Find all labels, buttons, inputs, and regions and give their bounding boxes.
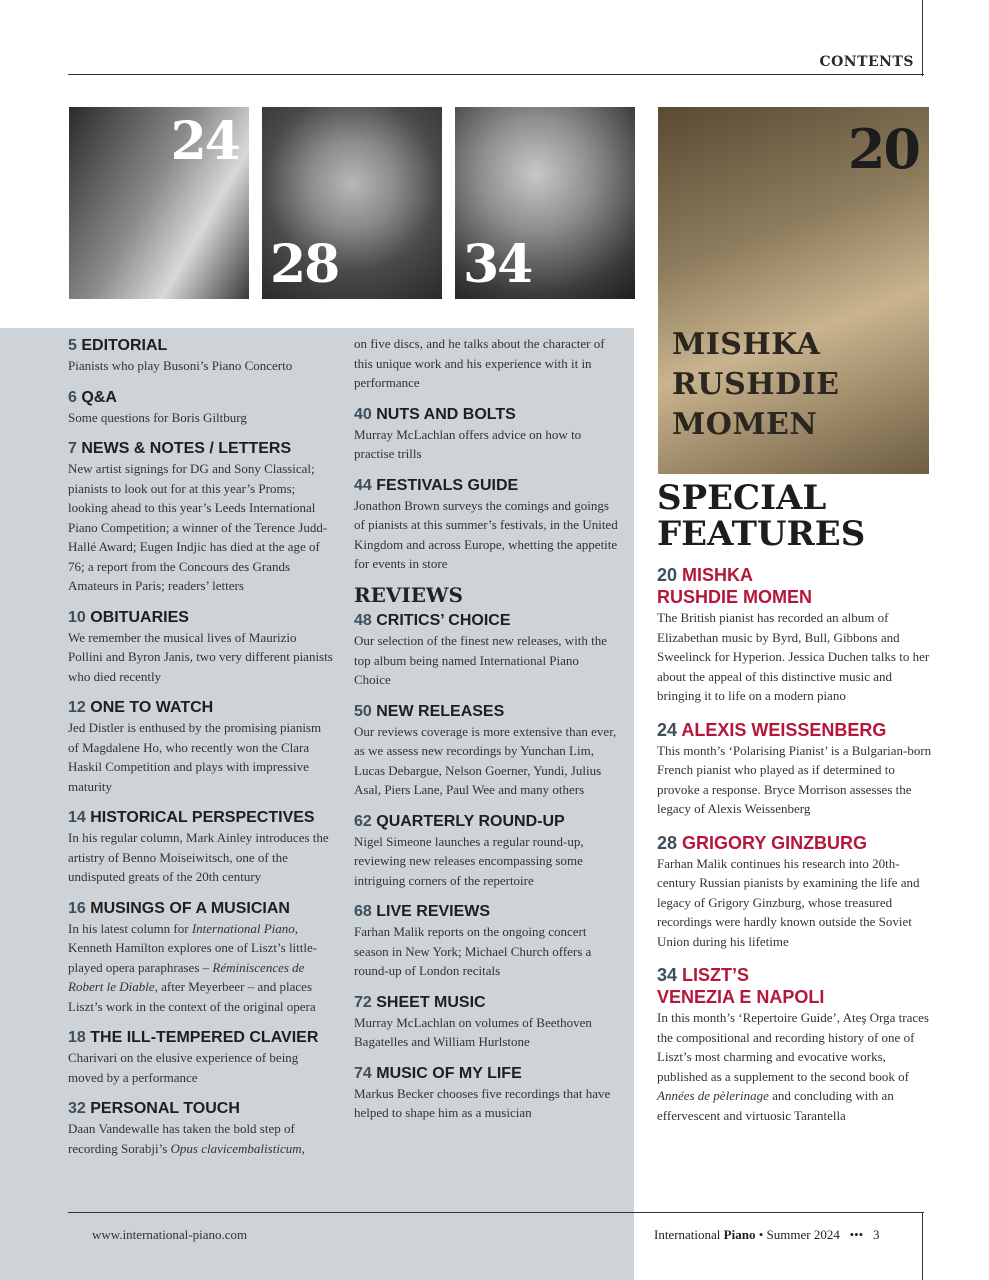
- entry-title: [354, 1064, 618, 1084]
- entry-description: [657, 1008, 937, 1125]
- contents-entry[interactable]: [657, 564, 937, 706]
- entry-title-text: ONE TO WATCH: [90, 699, 214, 716]
- entry-title: [354, 702, 618, 722]
- description-text: We remember the musical lives of Maurizio Pollini and Byron Janis, two very different pianists who died recently: [68, 629, 333, 684]
- entry-page-number: 48: [354, 612, 372, 629]
- header-rule: [68, 74, 924, 75]
- header-rule-vertical: [922, 0, 923, 76]
- entry-title-text: GRIGORY GINZBURG: [682, 832, 868, 853]
- entry-title: [354, 993, 618, 1013]
- entry-description: [354, 631, 618, 690]
- entry-title: [68, 608, 334, 628]
- entry-title: [354, 902, 618, 922]
- photo-page-number: 28: [270, 234, 339, 295]
- description-text: , Kenneth Hamilton explores one of Liszt’s little-played opera paraphrases –: [68, 920, 318, 975]
- description-text: New artist signings for DG and Sony Classical; pianists to look out for at this year’s Proms; looking ahead to this year’s Leeds International Piano Competition; a winner of the Terence Judd-Hallé Award; Eugen Indjic has died at the age of 76; a report from the Concours des Grands Amateurs in Paris; readers’ letters: [68, 461, 328, 593]
- contents-entry[interactable]: [68, 1099, 334, 1158]
- contents-entry[interactable]: [68, 439, 334, 596]
- description-text: Our reviews coverage is more extensive than ever, as we assess new recordings by Yunchan Lim, Lucas Debargue, Nelson Goerner, Yundi, Julius Asal, Piers Lane, Paul Wee and many others: [354, 723, 617, 797]
- entry-title: [657, 964, 937, 1008]
- description-text: Markus Becker chooses five recordings that have helped to shape him as a musician: [354, 1085, 611, 1120]
- description-text: Opus clavicembalisticum: [170, 1140, 302, 1156]
- website-link[interactable]: www.international-piano.com: [92, 1227, 248, 1242]
- entry-title-text: EDITORIAL: [81, 337, 168, 354]
- contents-entry[interactable]: [68, 698, 334, 796]
- contents-entry[interactable]: [68, 388, 334, 428]
- description-text: Farhan Malik reports on the ongoing concert season in New York; Michael Church offers a round-up of London recitals: [354, 924, 592, 978]
- entry-title: [68, 808, 334, 828]
- contents-middle-column: [354, 334, 618, 1135]
- description-text: The British pianist has recorded an album of Elizabethan music by Byrd, Bull, Gibbons and Sweelinck for Hyperion. Jessica Duchen talks to her about the appeal of this distinctive music and bringing it to life on a modern piano: [657, 610, 930, 703]
- entry-page-number: 5: [68, 337, 77, 354]
- contents-entry[interactable]: [657, 964, 937, 1125]
- entry-title-text: QUARTERLY ROUND-UP: [376, 812, 565, 830]
- feature-name-line: MOMEN: [672, 407, 818, 442]
- entry-title-text: SHEET MUSIC: [376, 993, 486, 1011]
- cover-feature-photo[interactable]: [658, 107, 929, 474]
- entry-description: [68, 1119, 334, 1158]
- section-label: CONTENTS: [819, 54, 914, 70]
- entry-title-text: VENEZIA E NAPOLI: [657, 987, 825, 1007]
- entry-description: [68, 408, 334, 428]
- entry-title: [68, 336, 334, 356]
- description-text: and concluding with an effervescent and virtuosic Tarantella: [657, 1088, 894, 1123]
- description-text: In his regular column, Mark Ainley introduces the artistry of Benno Moiseiwitsch, one of the undisputed greats of the 20th century: [68, 830, 329, 884]
- entry-page-number: 12: [68, 699, 86, 716]
- contents-entry[interactable]: [354, 702, 618, 800]
- entry-page-number: 14: [68, 809, 86, 826]
- feature-name-line: RUSHDIE: [672, 367, 840, 402]
- description-text: This month’s ‘Polarising Pianist’ is a Bulgarian-born French pianist who played as if determined to provoke a response. Bryce Morrison assesses the legacy of Alexis Weissenberg: [657, 742, 932, 816]
- special-features-column: [657, 480, 937, 1138]
- entry-page-number: 10: [68, 608, 86, 626]
- contents-entry[interactable]: [354, 405, 618, 464]
- entry-title: [68, 388, 334, 408]
- footer-rule: [68, 1212, 924, 1213]
- feature-page-number: 20: [847, 117, 919, 181]
- middle-entries-group: [354, 405, 618, 574]
- photo-24[interactable]: [69, 107, 249, 299]
- entry-title-text: THE ILL-TEMPERED CLAVIER: [90, 1029, 319, 1046]
- entry-title-text: RUSHDIE MOMEN: [657, 587, 813, 607]
- entry-title-text: MUSIC OF MY LIFE: [376, 1064, 522, 1082]
- entry-page-number: 32: [68, 1100, 86, 1117]
- entry-description: [657, 608, 937, 706]
- entry-page-number: 16: [68, 899, 86, 917]
- entry-title: [68, 1028, 334, 1048]
- entry-title: [354, 611, 618, 631]
- description-text: Charivari on the elusive experience of being moved by a performance: [68, 1050, 299, 1085]
- entry-description: [354, 922, 618, 981]
- entry-title: [354, 476, 618, 496]
- contents-entry[interactable]: [354, 812, 618, 891]
- entry-description: [68, 459, 334, 596]
- contents-entry[interactable]: [354, 476, 618, 574]
- issue-date: • Summer 2024: [755, 1227, 840, 1242]
- entry-description: [68, 919, 334, 1017]
- description-text: , after Meyerbeer – and places Liszt’s work in the context of the original opera: [68, 979, 316, 1014]
- description-text: Murray McLachlan on volumes of Beethoven Bagatelles and William Hurlstone: [354, 1014, 592, 1049]
- entry-description: [68, 1048, 334, 1087]
- contents-entry[interactable]: [354, 993, 618, 1052]
- contents-entry[interactable]: [354, 611, 618, 690]
- entry-page-number: 50: [354, 702, 372, 720]
- entry-title: [657, 719, 937, 741]
- entry-page-number: 34: [657, 965, 678, 985]
- entry-description: [657, 854, 937, 952]
- entry-page-number: 28: [657, 832, 678, 853]
- photo-page-number: 34: [463, 234, 532, 295]
- entry-title-text: NUTS AND BOLTS: [376, 405, 516, 423]
- feature-name-line: MISHKA: [672, 327, 821, 362]
- page-number: 3: [872, 1227, 880, 1242]
- entry-description: [354, 496, 618, 574]
- description-text: ,: [301, 1140, 305, 1156]
- entry-page-number: 68: [354, 903, 372, 920]
- entry-description: [68, 828, 334, 887]
- contents-entry[interactable]: [68, 608, 334, 687]
- entry-page-number: 44: [354, 476, 372, 494]
- entry-title-text: NEWS & NOTES / LETTERS: [81, 440, 292, 457]
- entry-title-text: HISTORICAL PERSPECTIVES: [90, 809, 315, 826]
- contents-entry[interactable]: [68, 1028, 334, 1087]
- entry-title: [68, 698, 334, 718]
- feature-name: [672, 325, 840, 445]
- entry-title: [354, 812, 618, 832]
- entry-title: [68, 439, 334, 459]
- contents-entry[interactable]: [354, 1064, 618, 1123]
- entry-title-text: NEW RELEASES: [376, 702, 505, 720]
- description-text: Jed Distler is enthused by the promising pianism of Magdalene Ho, who recently won the Clara Haskil Competition and plays with impressive maturity: [68, 720, 322, 794]
- description-text: Our selection of the finest new releases, with the top album being named International Piano Choice: [354, 633, 608, 687]
- contents-left-column: [68, 336, 334, 1170]
- photo-28[interactable]: [262, 107, 442, 299]
- entry-page-number: 7: [68, 440, 77, 457]
- entry-title: [68, 1099, 334, 1119]
- entry-title-text: OBITUARIES: [90, 608, 189, 626]
- photo-page-number: 24: [170, 111, 239, 172]
- entry-title: [68, 899, 334, 919]
- entry-title-text: PERSONAL TOUCH: [90, 1100, 240, 1117]
- entry-title-text: MISHKA: [682, 565, 754, 585]
- entry-title-text: LISZT’S: [682, 965, 750, 985]
- feature-entries-group: [657, 564, 937, 1125]
- entry-title-text: Q&A: [81, 388, 117, 406]
- entry-page-number: 20: [657, 565, 678, 585]
- photo-34[interactable]: [455, 107, 635, 299]
- contents-entry[interactable]: [68, 899, 334, 1017]
- description-text: Pianists who play Busoni’s Piano Concerto: [68, 358, 293, 373]
- entry-page-number: 6: [68, 388, 77, 406]
- entry-page-number: 62: [354, 812, 372, 830]
- entry-description: [354, 1013, 618, 1052]
- entry-title-text: LIVE REVIEWS: [376, 903, 491, 920]
- entry-title-text: CRITICS’ CHOICE: [376, 612, 511, 629]
- contents-entry[interactable]: [354, 902, 618, 981]
- entry-description: [68, 718, 334, 796]
- description-text: Jonathon Brown surveys the comings and goings of pianists at this summer’s festivals, in the United Kingdom and across Europe, whetting the appetite for events in store: [354, 497, 618, 571]
- description-text: In this month’s ‘Repertoire Guide’, Ateş Orga traces the compositional and recording history of one of Liszt’s most charming and evocative works, published as a supplement to the second book of: [657, 1010, 929, 1084]
- description-text: Some questions for Boris Giltburg: [68, 409, 247, 425]
- entry-description: [354, 832, 618, 891]
- entry-title: [657, 832, 937, 854]
- special-features-heading: [657, 480, 937, 552]
- entry-title: [354, 405, 618, 425]
- magazine-name-prefix: International: [654, 1227, 724, 1242]
- entry-page-number: 24: [657, 719, 678, 740]
- entry-title: [657, 564, 937, 608]
- contents-entry[interactable]: [657, 719, 937, 819]
- heading-line: SPECIAL: [657, 478, 827, 518]
- footer-rule-vertical: [922, 1212, 923, 1280]
- reviews-heading: REVIEWS: [354, 582, 463, 607]
- entry-title-text: MUSINGS OF A MUSICIAN: [90, 899, 290, 917]
- description-text: Réminiscences de Robert le Diable: [68, 959, 305, 994]
- heading-line: FEATURES: [657, 514, 866, 554]
- entry-page-number: 74: [354, 1064, 372, 1082]
- entry-description: [68, 356, 334, 376]
- magazine-name-bold: Piano: [723, 1227, 756, 1242]
- reviews-entries-group: [354, 611, 618, 1123]
- entry-page-number: 72: [354, 993, 372, 1011]
- contents-entry[interactable]: [68, 336, 334, 376]
- entry-page-number: 40: [354, 405, 372, 423]
- entry-description: [354, 1084, 618, 1123]
- description-text: In his latest column for: [68, 920, 192, 936]
- entry-title-text: FESTIVALS GUIDE: [376, 476, 519, 494]
- issue-info: [654, 1227, 879, 1243]
- entry-description: [657, 741, 937, 819]
- description-text: Nigel Simeone launches a regular round-up, reviewing new releases encompassing some intriguing corners of the repertoire: [354, 833, 584, 888]
- contents-entry[interactable]: [68, 808, 334, 887]
- entry-title-text: ALEXIS WEISSENBERG: [681, 719, 887, 740]
- description-text: International Piano: [191, 920, 295, 936]
- contents-entry[interactable]: [657, 832, 937, 952]
- description-text: Murray McLachlan offers advice on how to practise trills: [354, 426, 582, 461]
- entry-page-number: 18: [68, 1029, 86, 1046]
- description-text: Daan Vandewalle has taken the bold step of recording Sorabji’s: [68, 1121, 295, 1156]
- entry-description: [354, 722, 618, 800]
- continued-text: on five discs, and he talks about the character of this unique work and his experience with it in performance: [354, 336, 605, 390]
- dots-separator: •••: [849, 1227, 864, 1242]
- description-text: Années de pèlerinage: [657, 1088, 769, 1103]
- entry-description: [68, 628, 334, 687]
- description-text: Farhan Malik continues his research into 20th-century Russian pianists by examining the life and legacy of Grigory Ginzburg, whose treasured recordings were hardly known outside the Soviet Union during his lifetime: [657, 855, 920, 949]
- entry-description: [354, 425, 618, 464]
